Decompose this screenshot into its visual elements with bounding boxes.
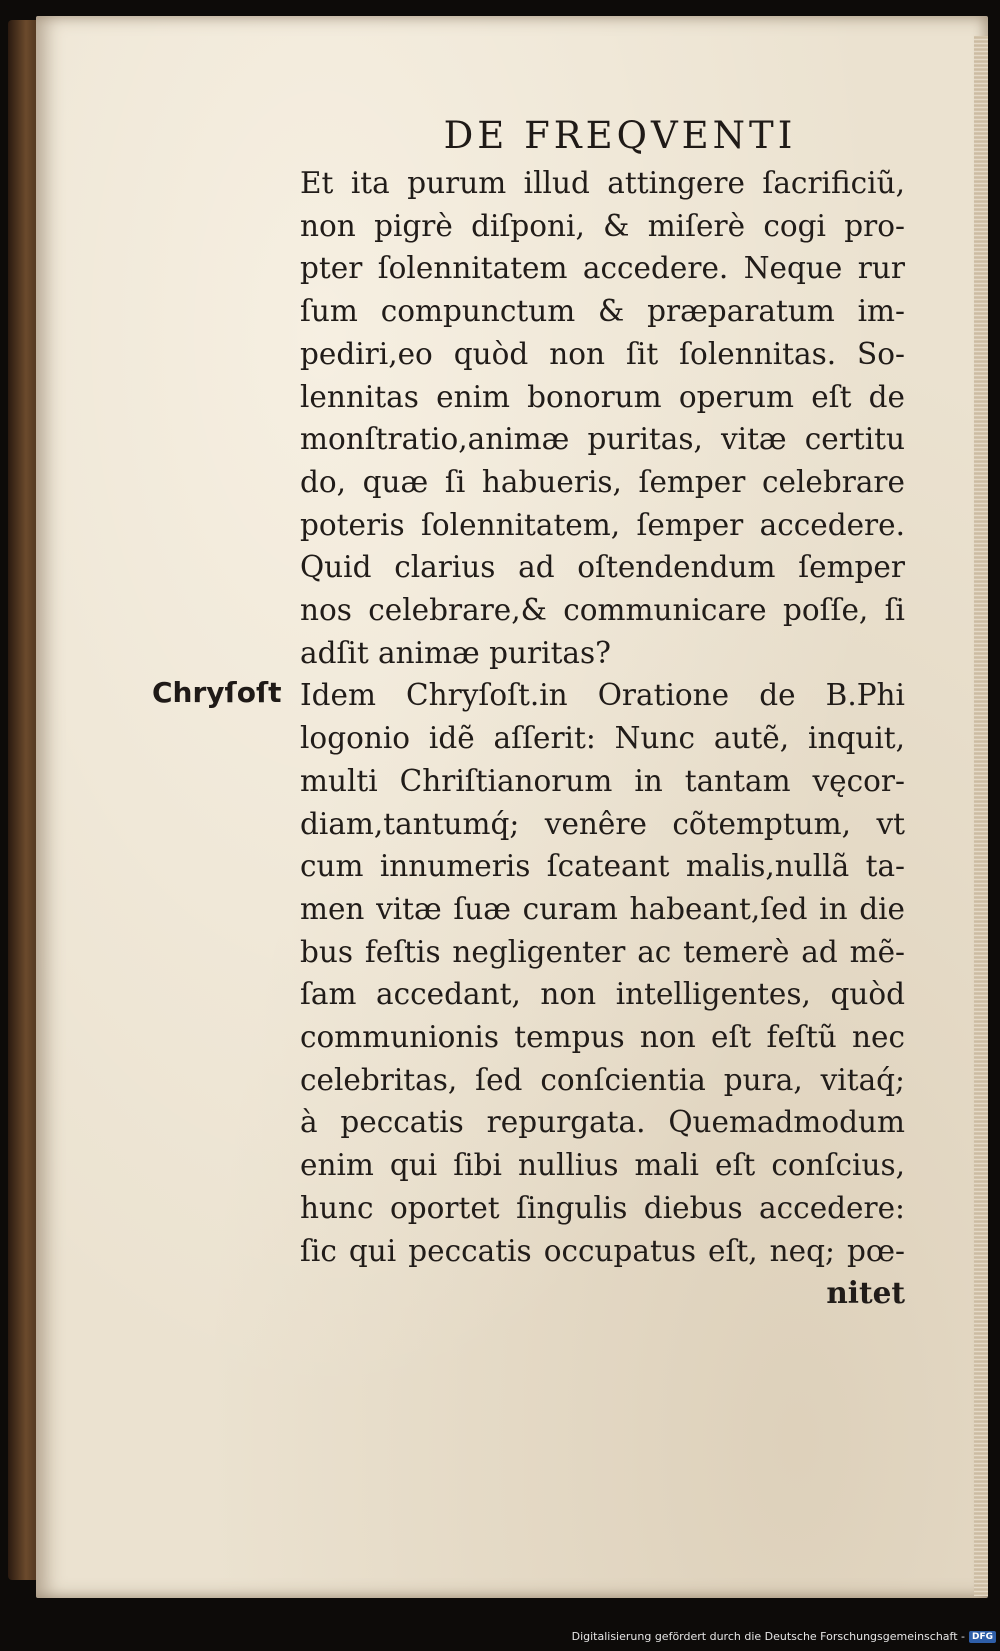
text-line: ſam accedant, non intelligentes, quòd xyxy=(300,977,905,1012)
text-line: à peccatis repurgata. Quemadmodum xyxy=(300,1105,905,1140)
text-line: Et ita purum illud attingere ſacrificiũ, xyxy=(300,166,905,200)
dfg-logo: DFG xyxy=(969,1631,996,1643)
text-line: men vitæ ſuæ curam habeant,ſed in die xyxy=(300,891,905,926)
text-line: poteris ſolennitatem, ſemper accedere. xyxy=(300,507,905,542)
catchword: nitet xyxy=(826,1275,905,1311)
digitization-credit xyxy=(572,1630,996,1643)
page-fore-edge xyxy=(974,36,988,1596)
text-line: nos celebrare,& communicare poſſe, ſi xyxy=(300,593,905,628)
text-line: Idem Chryſoſt.in Oratione de B.Phi xyxy=(300,678,905,713)
marginal-note: Chryſoſt xyxy=(152,676,282,709)
text-line: monſtratio,animæ puritas, vitæ certitu xyxy=(300,422,905,457)
text-line: enim qui ſibi nullius mali eſt conſcius, xyxy=(300,1148,905,1183)
text-line: hunc oportet ſingulis diebus accedere: xyxy=(300,1190,905,1225)
credit-text: Digitalisierung gefördert durch die Deutsche Forschungsgemeinschaft - xyxy=(571,1630,965,1643)
text-line: ſic qui peccatis occupatus eſt, neq; pœ- xyxy=(300,1233,905,1268)
text-line: pter ſolennitatem accedere. Neque rur xyxy=(300,251,905,286)
text-line: multi Chriſtianorum in tantam vęcor- xyxy=(300,763,905,798)
text-line: do, quæ ſi habueris, ſemper celebrare xyxy=(300,464,905,499)
text-line: pediri,eo quòd non ſit ſolennitas. So- xyxy=(300,336,905,371)
text-line: Quid clarius ad oſtendendum ſemper xyxy=(300,550,905,585)
page-body-text xyxy=(300,162,905,1315)
text-line: ſum compunctum & præparatum im- xyxy=(300,294,905,329)
text-line: adſit animæ puritas? xyxy=(300,635,611,670)
text-line: lennitas enim bonorum operum eſt de xyxy=(300,379,905,414)
running-header: DE FREQVENTI xyxy=(443,114,797,157)
text-line: bus feſtis negligenter ac temerè ad mẽ- xyxy=(300,934,905,969)
text-line: cum innumeris ſcateant malis,nullã ta- xyxy=(300,849,905,884)
text-line: celebritas, ſed conſcientia pura, vitaq́; xyxy=(300,1062,905,1097)
text-line: logonio idẽ aſſerit: Nunc autẽ, inquit, xyxy=(300,721,905,756)
text-line: diam,tantumq́; venêre cõtemptum, vt xyxy=(300,806,905,841)
text-line: communionis tempus non eſt feſtũ nec xyxy=(300,1020,905,1055)
text-line: non pigrè diſponi, & miſerè cogi pro- xyxy=(300,208,905,243)
